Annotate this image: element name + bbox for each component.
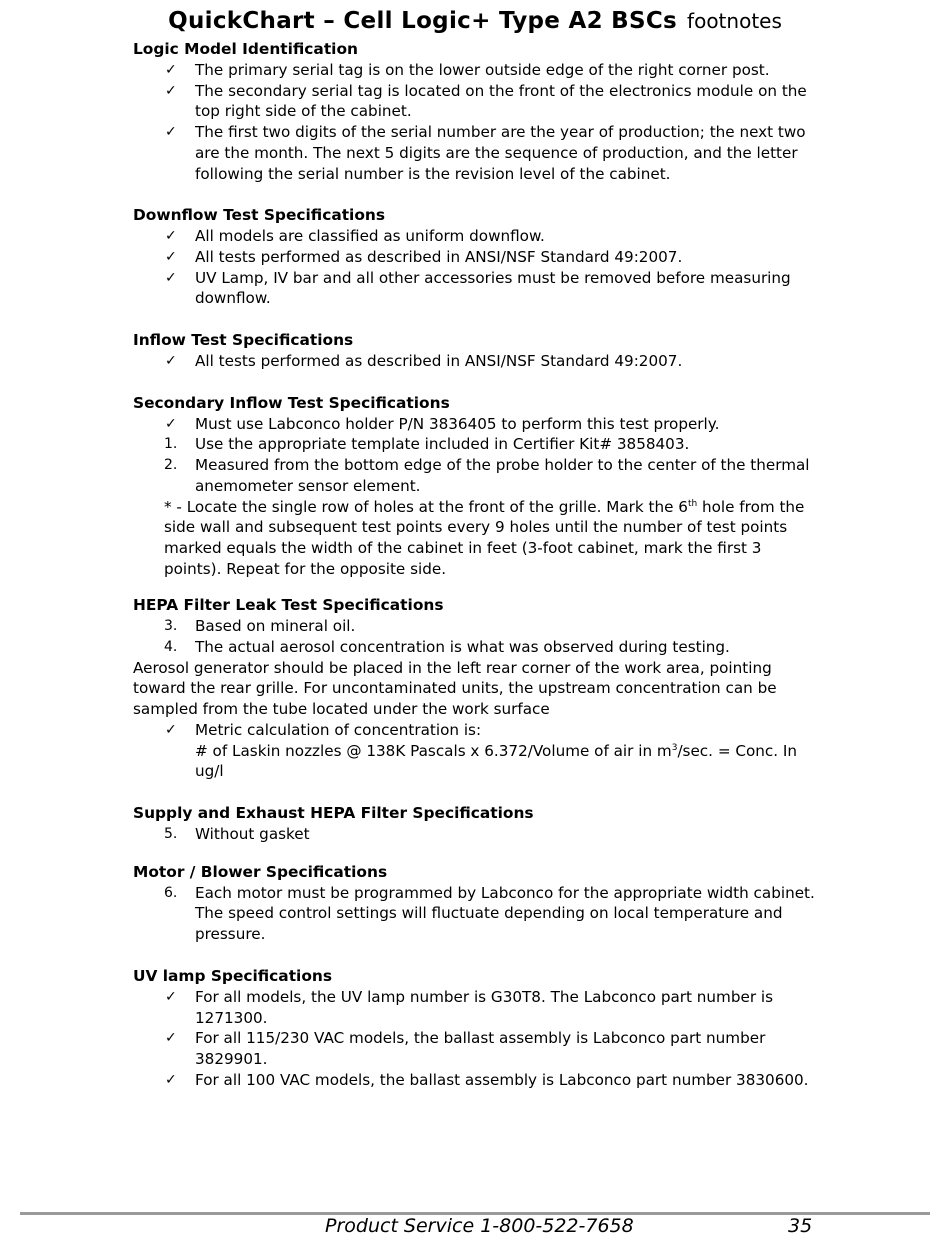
list-item-text: The secondary serial tag is located on the front of the electronics module on the top right side of the cabinet.	[195, 81, 807, 121]
list-item	[133, 434, 823, 455]
list-item	[133, 637, 823, 658]
paragraph-text: Aerosol generator should be placed in the left rear corner of the work area, pointing toward the rear grille. For uncontaminated units, the upstream concentration can be sampled from the tube located under the work surface	[133, 658, 777, 719]
list-item-text: The primary serial tag is on the lower outside edge of the right corner post.	[195, 61, 770, 79]
check-mark-icon: ✓	[165, 353, 177, 370]
check-mark-icon: ✓	[165, 988, 177, 1005]
list-item-text: All tests performed as described in ANSI/NSF Standard 49:2007.	[195, 352, 683, 371]
check-mark-icon: ✓	[165, 248, 177, 265]
check-mark-icon: ✓	[165, 82, 177, 99]
list-item-text: Without gasket	[195, 824, 310, 843]
section-logic-model	[133, 39, 823, 184]
section-hepa-leak	[133, 595, 823, 782]
section-heading: Motor / Blower Specifications	[133, 862, 388, 881]
page-subtitle: footnotes	[687, 9, 782, 33]
list-item-text: Each motor must be programmed by Labconco for the appropriate width cabinet. The speed control settings will fluctuate depending on local temperature and pressure.	[195, 883, 815, 944]
list-item	[133, 883, 823, 945]
list-item-text: For all 100 VAC models, the ballast assembly is Labconco part number 3830600.	[195, 1070, 809, 1089]
list-item-text: The actual aerosol concentration is what was observed during testing.	[195, 638, 730, 657]
superscript: 3	[671, 742, 678, 753]
list-item-text: Use the appropriate template included in Certifier Kit# 3858403.	[195, 435, 690, 454]
list-item	[133, 414, 823, 435]
section-inflow	[133, 330, 823, 372]
list-item	[133, 1028, 823, 1069]
footnote-text: * - Locate the single row of holes at the front of the grille. Mark the 6th hole from the side wall and subsequent test points every 9 holes until the number of test points marked equals the width of the cabinet in feet (3-foot cabinet, mark the first 3 points). Repeat for the opposite side.	[164, 497, 805, 578]
page-title: QuickChart – Cell Logic+ Type A2 BSCs	[168, 8, 678, 34]
list-number: 3.	[164, 618, 178, 635]
list-item	[133, 60, 823, 81]
product-service-phone: Product Service 1-800-522-7658	[325, 1215, 634, 1237]
list-item	[133, 122, 823, 184]
list-item-text: Measured from the bottom edge of the probe holder to the center of the thermal anemometer sensor element.	[195, 456, 810, 495]
check-mark-icon: ✓	[165, 1030, 177, 1047]
check-mark-icon: ✓	[165, 62, 177, 78]
list-item	[133, 720, 823, 741]
check-mark-icon: ✓	[165, 124, 177, 141]
list-item	[133, 226, 823, 247]
page-number: 35	[788, 1215, 813, 1237]
superscript: th	[687, 498, 698, 509]
check-mark-icon: ✓	[165, 415, 177, 432]
page-footer	[0, 1215, 950, 1239]
check-mark-icon: ✓	[165, 721, 177, 738]
list-item	[133, 247, 823, 268]
list-item	[133, 455, 823, 496]
list-item-text: Based on mineral oil.	[195, 617, 356, 636]
check-mark-icon: ✓	[165, 228, 177, 245]
list-item-text: All models are classified as uniform downflow.	[195, 227, 545, 246]
document-body	[133, 39, 823, 1111]
section-downflow	[133, 205, 823, 309]
section-heading: UV lamp Specifications	[133, 966, 333, 985]
check-mark-icon: ✓	[165, 269, 177, 286]
list-item-text: For all models, the UV lamp number is G30T8. The Labconco part number is 1271300.	[195, 987, 774, 1027]
formula-text: # of Laskin nozzles @ 138K Pascals x 6.372/Volume of air in $m^3/\sec$. = Conc. In ug/l	[195, 741, 798, 781]
section-heading: Logic Model Identification	[133, 40, 358, 58]
list-item	[133, 81, 823, 122]
list-item-text: Metric calculation of concentration is:	[195, 720, 482, 739]
list-number: 5.	[164, 825, 178, 842]
list-item-text: All tests performed as described in ANSI/NSF Standard 49:2007.	[195, 247, 683, 266]
section-heading: Secondary Inflow Test Specifications	[133, 393, 450, 412]
list-number: 6.	[164, 884, 178, 901]
list-item-text: The first two digits of the serial number are the year of production; the next two are the month. The next 5 digits are the sequence of production, and the letter following the serial number is the revision level of the cabinet.	[195, 123, 806, 183]
list-item-text: Must use Labconco holder P/N 3836405 to perform this test properly.	[195, 414, 720, 433]
section-uv-lamp	[133, 966, 823, 1091]
section-supply-exhaust	[133, 803, 823, 845]
section-heading: Downflow Test Specifications	[133, 206, 386, 225]
list-item	[133, 351, 823, 372]
list-number: 2.	[164, 457, 178, 474]
list-item	[133, 987, 823, 1028]
list-item	[133, 268, 823, 309]
section-heading: Supply and Exhaust HEPA Filter Specifications	[133, 803, 534, 822]
section-heading: Inflow Test Specifications	[133, 331, 354, 350]
list-item	[133, 824, 823, 845]
list-item-text: For all 115/230 VAC models, the ballast assembly is Labconco part number 3829901.	[195, 1029, 766, 1068]
section-motor-blower	[133, 862, 823, 945]
list-item-text: UV Lamp, IV bar and all other accessories must be removed before measuring downflow.	[195, 268, 791, 308]
section-secondary-inflow	[133, 393, 823, 580]
list-item	[133, 616, 823, 637]
list-number: 1.	[164, 436, 178, 453]
section-heading: HEPA Filter Leak Test Specifications	[133, 596, 444, 615]
list-item	[133, 1070, 823, 1091]
page-title-block	[0, 8, 950, 34]
list-number: 4.	[164, 639, 178, 656]
check-mark-icon: ✓	[165, 1071, 177, 1088]
